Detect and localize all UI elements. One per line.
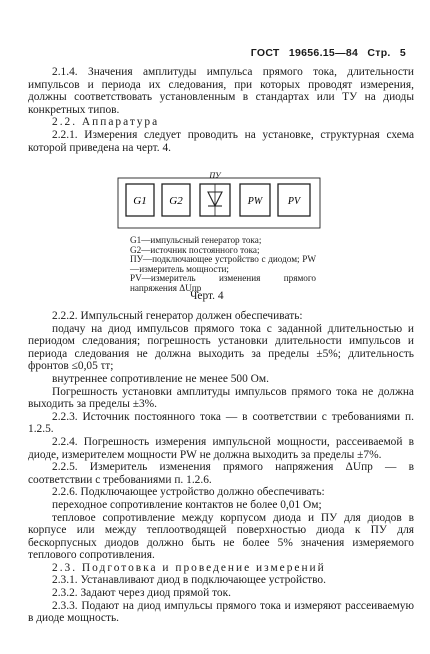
body-text [28,310,414,625]
label-g1: G1 [133,195,147,207]
section-2-3-heading: 2.3. Подготовка и проведение измерений [52,561,326,574]
gost-label: ГОСТ [250,47,280,59]
paragraph-2-3-2: 2.3.2. Задают через диод прямой ток. [52,587,231,600]
page-header [245,47,406,59]
legend-pv: PV—измеритель изменения прямого напряжения ΔUпр [130,273,316,293]
legend-g2: G2—источник постоянного тока; [130,244,260,255]
paragraph-2-2-6-b: тепловое сопротивление между корпусом диода и ПУ для диодов в корпусе или между теплоотводящей поверхностью диода к ПУ для бескорпусных диодов должно быть не более 5% значения измеряемого теплового сопротивления. [28,511,414,562]
paragraph-2-2-6: 2.2.6. Подключающее устройство должно обеспечивать: [52,486,325,499]
legend-g1: G1—импульсный генератор тока; [130,235,262,245]
paragraph-2-2-2-a: подачу на диод импульсов прямого тока с заданной длительностью и периодом следования; погрешность установки длительности импульсов и периода следования не должна выходить за пределы ±5%; длительность фронтов ≤0,05 τт; [28,322,414,373]
paragraph-2-2-2-c: Погрешность установки амплитуды импульсов прямого тока не должна выходить за пределы ±3%. [28,385,414,411]
diagram-legend [130,236,316,294]
paragraph-2-2-2: 2.2.2. Импульсный генератор должен обеспечивать: [52,310,303,322]
label-pw: PW [247,196,263,207]
paragraph-2-2-1: 2.2.1. Измерения следует проводить на установке, структурная схема которой приведена на черт. 4. [28,128,414,154]
paragraph-2-1-4: 2.1.4. Значения амплитуды импульса прямого тока, длительности импульсов и периода их следования, при которых проводят измерения, должны соответствовать установленным в стандартах или ТУ на диоды конкретных типов. [28,66,414,116]
paragraph-2-2-2-b: внутреннее сопротивление не менее 500 Ом. [52,372,269,385]
top-text [28,66,414,154]
label-pu: ПУ [209,171,221,180]
label-pv: PV [287,196,301,207]
page-number: 5 [399,47,406,59]
paragraph-2-2-3: 2.2.3. Источник постоянного тока — в соответствии с требованиями п. 1.2.5. [28,410,414,436]
legend-pu-pw: ПУ—подключающее устройство с диодом; PW—измеритель мощности; [130,254,316,274]
paragraph-2-2-4: 2.2.4. Погрешность измерения импульсной мощности, рассеиваемой в диоде, измерителем мощности PW не должна выходить за пределы ±7%. [28,435,414,461]
figure-caption: Черт. 4 [190,290,224,302]
page-label: Стр. [367,47,391,59]
paragraph-2-3-3: 2.3.3. Подают на диод импульсы прямого тока и измеряют рассеиваемую в диоде мощность. [28,599,414,625]
paragraph-2-2-5: 2.2.5. Измеритель изменения прямого напряжения ΔUпр — в соответствии с требованиями п. 1.2.6. [28,461,414,486]
label-g2: G2 [169,195,183,207]
section-2-2-heading: 2.2. Аппаратура [52,116,160,129]
paragraph-2-3-1: 2.3.1. Устанавливают диод в подключающее устройство. [52,574,326,587]
standard-number: 19656.15—84 [288,47,359,59]
paragraph-2-2-6-a: переходное сопротивление контактов не более 0,01 Ом; [52,498,322,511]
block-diagram [116,168,324,232]
